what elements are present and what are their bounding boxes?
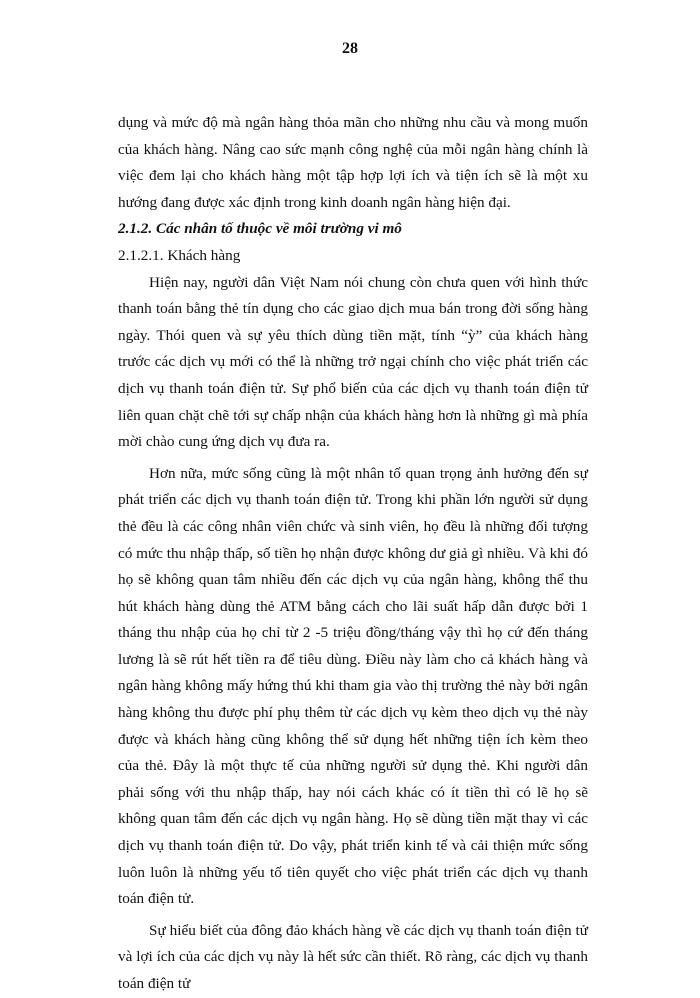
section-heading: 2.1.2. Các nhân tố thuộc về môi trường vi mô bbox=[118, 220, 402, 238]
page-number: 28 bbox=[342, 40, 358, 57]
paragraph-living-standard: Hơn nữa, mức sống cũng là một nhân tố quan trọng ảnh hưởng đến sự phát triển các dịch vụ thanh toán điện tử. Trong khi phần lớn người sử dụng thẻ đều là các công nhân viên chức và sinh viên, họ đều là những đối tượng có mức thu nhập thấp, số tiền họ nhận được không dư giả gì nhiều. Và khi đó họ sẽ không quan tâm nhiều đến các dịch vụ của ngân hàng, không thể thu hút khách hàng dùng thẻ ATM bằng cách cho lãi suất hấp dẫn được bởi 1 tháng thu nhập của họ chỉ từ 2 -5 triệu đồng/tháng vậy thì họ cứ đến tháng lương là sẽ rút hết tiền ra để tiêu dùng. Điều này làm cho cả khách hàng và ngân hàng không mấy hứng thú khi tham gia vào thị trường thẻ này bởi ngân hàng không thu được phí phụ thêm từ các dịch vụ kèm theo dịch vụ thẻ này được và khách hàng cũng không thể sử dụng hết những tiện ích kèm theo của thẻ. Đây là một thực tế của những người sử dụng thẻ. Khi người dân phải sống với thu nhập thấp, hay nói cách khác có ít tiền thì có lẽ họ sẽ không quan tâm đến các dịch vụ ngân hàng. Họ sẽ dùng tiền mặt thay vì các dịch vụ thanh toán điện tử. Do vậy, phát triển kinh tế và cải thiện mức sống luôn luôn là những yếu tố tiên quyết cho việc phát triển các dịch vụ thanh toán điện tử. bbox=[118, 464, 588, 908]
paragraph-customer-habits: Hiện nay, người dân Việt Nam nói chung còn chưa quen với hình thức thanh toán bằng thẻ tín dụng cho các giao dịch mua bán trong đời sống hàng ngày. Thói quen và sự yêu thích dùng tiền mặt, tính “ỳ” của khách hàng trước các dịch vụ mới có thể là những trở ngại chính cho việc phát triển các dịch vụ thanh toán điện tử. Sự phổ biến của các dịch vụ thanh toán điện tử liên quan chặt chẽ tới sự chấp nhận của khách hàng hơn là những gì mà phía mời chào cung ứng dịch vụ đưa ra. bbox=[118, 273, 588, 451]
subsection-heading: 2.1.2.1. Khách hàng bbox=[118, 246, 241, 264]
document-body bbox=[118, 110, 588, 998]
continuation-paragraph: dụng và mức độ mà ngân hàng thỏa mãn cho những nhu cầu và mong muốn của khách hàng. Nâng cao sức mạnh công nghệ của mỗi ngân hàng chính là việc đem lại cho khách hàng một tập hợp lợi ích và tiện ích sẽ là một xu hướng đang được xác định trong kinh doanh ngân hàng hiện đại. bbox=[118, 114, 588, 211]
paragraph-customer-awareness: Sự hiểu biết của đông đảo khách hàng về các dịch vụ thanh toán điện tử và lợi ích của các dịch vụ này là hết sức cần thiết. Rõ ràng, các dịch vụ thanh toán điện tử bbox=[118, 921, 588, 992]
